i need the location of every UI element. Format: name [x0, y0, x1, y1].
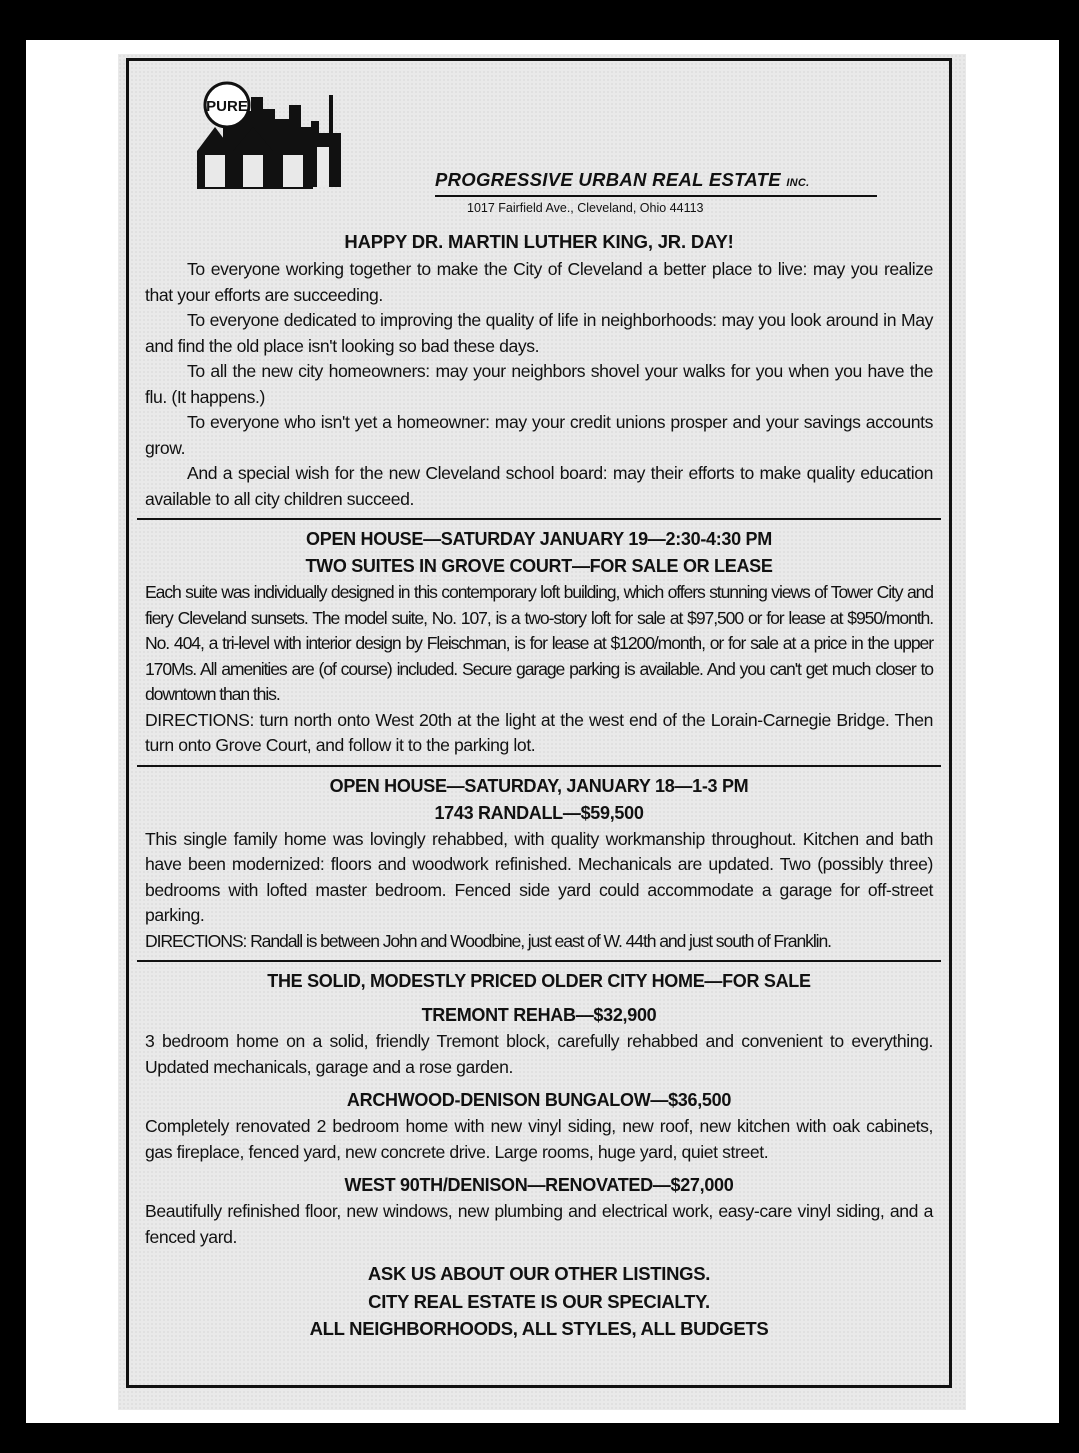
- greeting-section: [145, 231, 933, 512]
- listing-title: ARCHWOOD-DENISON BUNGALOW—$36,500: [346, 1090, 732, 1110]
- listing-body: Beautifully refinished floor, new windows, new plumbing and electrical work, easy-care vinyl siding, and a fenced yard.: [145, 1201, 933, 1247]
- company-suffix: INC.: [786, 177, 810, 189]
- ad-header: [145, 61, 933, 229]
- listing-body: 3 bedroom home on a solid, friendly Tremont block, carefully rehabbed and convenient to everything. Updated mechanicals, garage and a rose garden.: [145, 1031, 933, 1077]
- company-address: 1017 Fairfield Ave., Cleveland, Ohio 44113: [467, 201, 704, 215]
- greeting-title: HAPPY DR. MARTIN LUTHER KING, JR. DAY!: [344, 231, 734, 252]
- advertisement-box: [126, 58, 952, 1388]
- ad-footer: [145, 1260, 933, 1343]
- greeting-paragraph: To everyone who isn't yet a homeowner: may your credit unions prosper and your savings accounts grow.: [145, 412, 933, 458]
- greeting-paragraph: To all the new city homeowners: may your neighbors shovel your walks for you when you have the flu. (It happens.): [145, 361, 933, 407]
- listing-directions: DIRECTIONS: turn north onto West 20th at the light at the west end of the Lorain-Carnegie Bridge. Then turn onto Grove Court, and follow it to the parking lot.: [145, 709, 933, 755]
- logo-badge-text: PURE: [206, 98, 248, 115]
- section-divider: [137, 765, 941, 767]
- listing-heading: OPEN HOUSE—SATURDAY, JANUARY 18—1-3 PM: [329, 775, 749, 796]
- houses-and-city-skyline-icon: [193, 75, 353, 205]
- page: [26, 40, 1059, 1423]
- listing-title: WEST 90TH/DENISON—RENOVATED—$27,000: [344, 1175, 734, 1195]
- header-divider: [435, 195, 877, 197]
- older-homes-section: [145, 968, 933, 1250]
- listing-grove-court: [145, 526, 933, 759]
- greeting-paragraph: To everyone dedicated to improving the quality of life in neighborhoods: may you look around in May and find the old place isn't looking so bad these days.: [145, 310, 933, 356]
- section-divider: [137, 518, 941, 520]
- newspaper-clipping: [118, 54, 966, 1410]
- listing-title: TREMONT REHAB—$32,900: [421, 1005, 657, 1025]
- footer-line: ASK US ABOUT OUR OTHER LISTINGS.: [367, 1263, 711, 1284]
- listing-directions: DIRECTIONS: Randall is between John and Woodbine, just east of W. 44th and just south of Franklin.: [145, 930, 831, 951]
- listing-randall: [145, 773, 933, 955]
- greeting-paragraph: To everyone working together to make the City of Cleveland a better place to live: may you realize that your efforts are succeeding.: [145, 259, 933, 305]
- company-name: PROGRESSIVE URBAN REAL ESTATE INC.: [435, 169, 810, 190]
- listing-subheading: 1743 RANDALL—$59,500: [434, 802, 644, 823]
- footer-line: ALL NEIGHBORHOODS, ALL STYLES, ALL BUDGETS: [309, 1318, 769, 1339]
- footer-line: CITY REAL ESTATE IS OUR SPECIALTY.: [368, 1290, 710, 1312]
- section-divider: [137, 960, 941, 962]
- listing-subheading: TWO SUITES IN GROVE COURT—FOR SALE OR LEASE: [305, 556, 773, 576]
- greeting-paragraph: And a special wish for the new Cleveland school board: may their efforts to make quality education available to all city children succeed.: [145, 463, 933, 509]
- listing-heading: OPEN HOUSE—SATURDAY JANUARY 19—2:30-4:30 PM: [306, 529, 772, 549]
- listing-body: Completely renovated 2 bedroom home with new vinyl siding, new roof, new kitchen with oak cabinets, gas fireplace, fenced yard, new concrete drive. Large rooms, huge yard, quiet street.: [145, 1116, 933, 1162]
- section-heading: THE SOLID, MODESTLY PRICED OLDER CITY HOME—FOR SALE: [267, 971, 811, 991]
- listing-body: Each suite was individually designed in this contemporary loft building, which offers stunning views of Tower City and fiery Cleveland sunsets. The model suite, No. 107, is a two-story loft for sale at $97,500 or for lease at $950/month. No. 404, a tri-level with interior design by Fleischman, is for lease at $1200/month, or for sale at a price in the upper 170Ms. All amenities are (of course) included. Secure garage parking is available. And you can't get much closer to downtown than this.: [145, 582, 933, 704]
- listing-body: This single family home was lovingly rehabbed, with quality workmanship throughout. Kitchen and bath have been modernized: floors and woodwork refinished. Mechanicals are updated. Two (possibly three) bedrooms with lofted master bedroom. Fenced side yard could accommodate a garage for off-street parking.: [145, 828, 933, 925]
